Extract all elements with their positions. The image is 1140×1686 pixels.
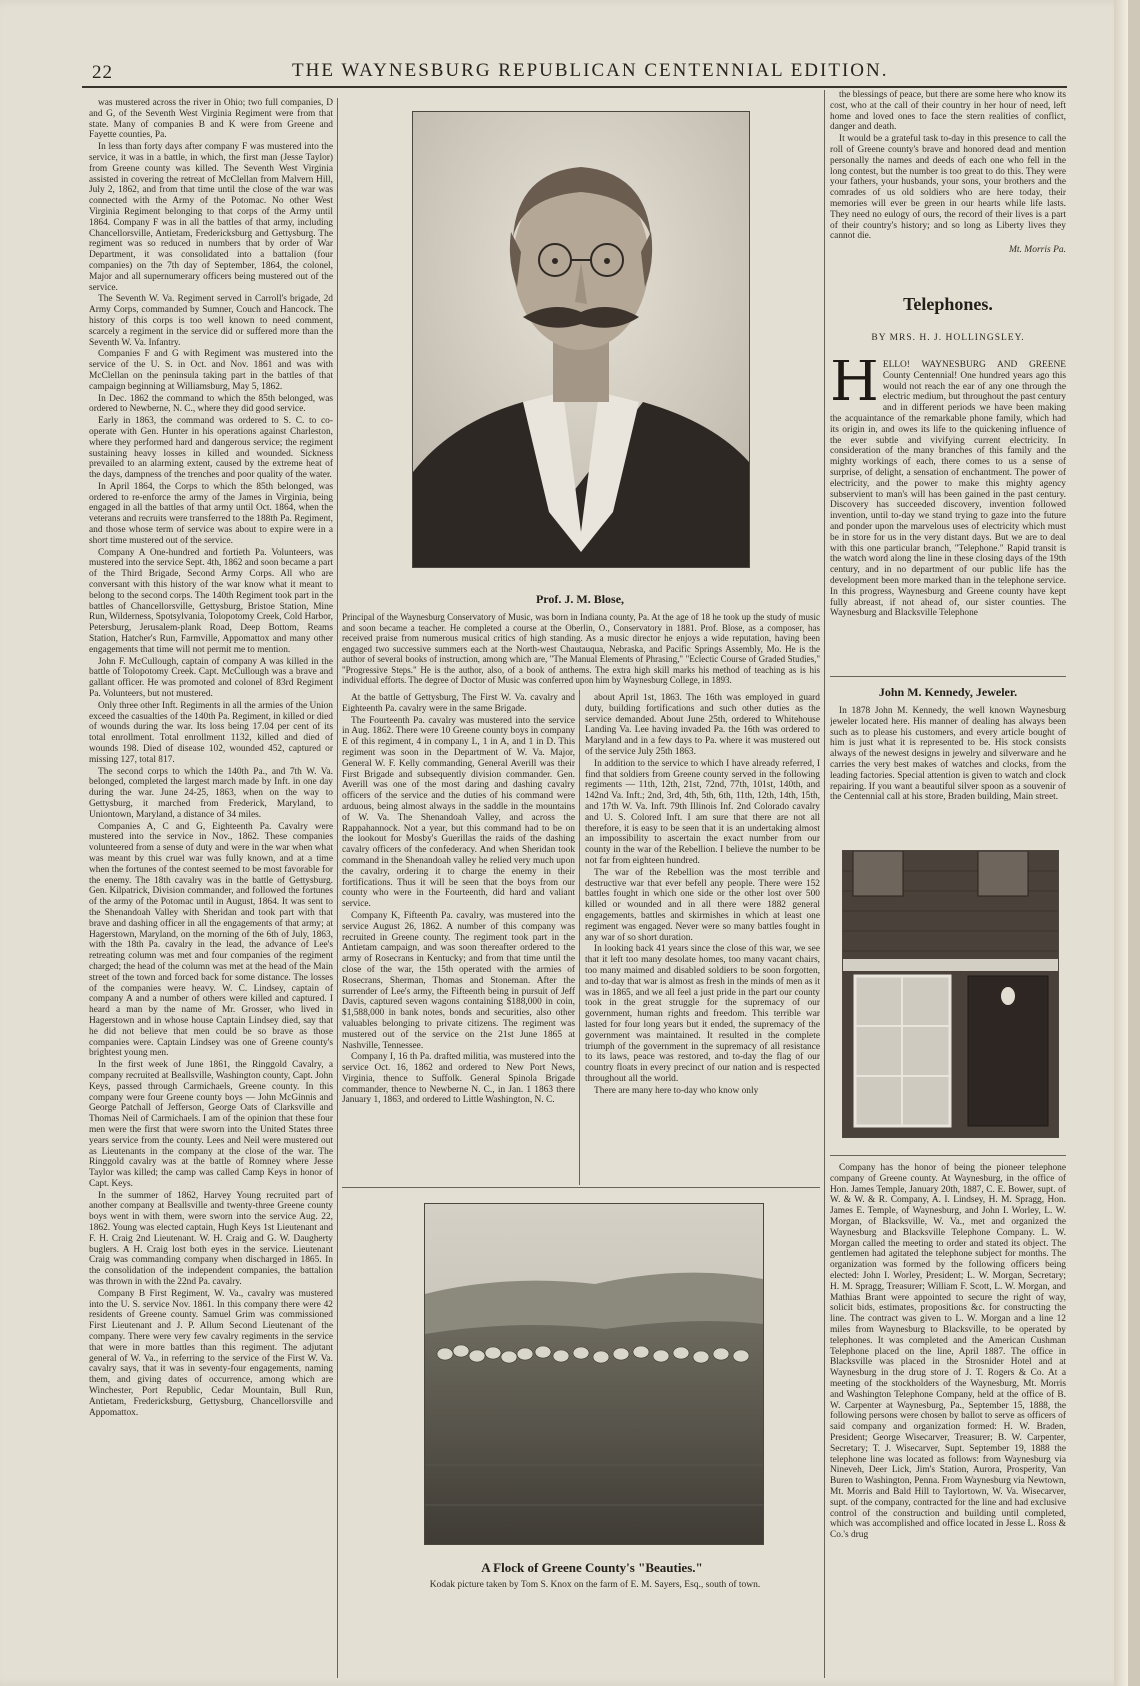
- left-paragraph: In Dec. 1862 the command to which the 85th belonged, was ordered to Newberne, N. C., where they did good service.: [89, 393, 333, 415]
- middle-paragraph: At the battle of Gettysburg, The First W. Va. cavalry and Eighteenth Pa. cavalry were in the same Brigade.: [342, 693, 575, 714]
- left-paragraph: In the summer of 1862, Harvey Young recruited part of another company at Beallsville and twenty-three Greene county boys went in with them, were sworn into the service Aug. 22, 1862. Young was elected captain, Hugh Keys 1st Lieutenant and F. H. Craig 2nd Lieutenant. W. H. Craig and G. W. Daugherty buglers. A H. Craig lost both eyes in the service. Lieutenant Craig was commanding company when discharged in 1865. In the consolidation of the independent companies, the battalion was thrown in with the 22nd Pa. cavalry.: [89, 1190, 333, 1288]
- left-paragraph: Companies A, C and G, Eighteenth Pa. Cavalry were mustered into the service in Nov., 1862. These companies volunteered from a sense of duty and were in the war when what was meant by this cruel war was fully known, and at a time when the fortunes of the contest seemed to be most favorable for the enemy. The 18th cavalry was in the battle of Gettysburg. Gen. Kilpatrick, Division commander, and followed the fortunes of the army of the Potomac until in August, 1864. It was sent to the Shenandoah Valley with Sheridan and took part with that brave and dashing officer in all the engagements of that army; at Hagerstown, Maryland, on the morning of the 6th of July, 1863, with the 18th Pa. cavalry in the lead, the advance of Lee's retreating column was met and four companies of the regiment charged; the head of the column was met at the head of the Main street of the town and forced back for some distance. The losses of the companies were heavy. W. C. Lindsey, captain of company A and a number of others were killed and captured. I heard a man by the name of Mr. Grosser, who lived in Hagerstown and in whose house Captain Lindsey died, say that he did not believe that men could be so brave as those companies were. Captain Lindsey was one of Greene county's brightest young men.: [89, 821, 333, 1059]
- left-paragraph: In April 1864, the Corps to which the 85th belonged, was ordered to re-enforce the army of the James in Virginia, being engaged in all the battles of that army until Oct. 1864, when the veterans and recruits were transferred to the 188th Pa. Regiment, and those whose term of service was about to expire were in a short time mustered out of the service.: [89, 481, 333, 546]
- left-paragraph: The Seventh W. Va. Regiment served in Carroll's brigade, 2d Army Corps, commanded by Sumner, Couch and Hancock. The history of this corps is too well known to need comment, scarcely a regiment in the service did or suffered more than the Seventh W. Va. Infantry.: [89, 294, 333, 348]
- flock-photo: [424, 1203, 764, 1545]
- flock-illustration: [425, 1204, 763, 1544]
- right-intro-paragraph: It would be a grateful task to-day in this presence to call the roll of Greene county's brave and honored dead and mention personally the names and deeds of each one who fell in the long contest, but the number is too great to do this. They were your fathers, your husbands, your sons, your brothers and the comrades of us old soldiers who are here today, their memories will ever be green in our hearts while life lasts. They need no eulogy of ours, the record of their lives is a part of their country's history; and so long as Liberty lives they cannot die.: [830, 134, 1066, 242]
- left-paragraph: Only three other Inft. Regiments in all the armies of the Union exceed the casualties of the 140th Pa. Regiment, in killed or died of wounds during the war. Its loss being 17.04 per cent of its total enrollment. Total enrollment 1132, killed and died of wounds 198. Died of disease 102, wounded 452, captured or missing 127, total 817.: [89, 700, 333, 765]
- column-rule-3: [824, 90, 825, 1678]
- center-paragraph: The war of the Rebellion was the most terrible and destructive war that ever befell any people. There were 152 battles fought in which one side or the other lost over 500 killed or wounded and in all there were 1882 general engagements, battles and skirmishes in which at least one regiment was engaged. Never were so many battles fought in any war of so short duration.: [585, 867, 820, 943]
- right-intro-paragraph: the blessings of peace, but there are some here who know its cost, who at the call of their country in her hour of need, left home and loved ones to face the stern realities of conflict, danger and death.: [830, 90, 1066, 133]
- left-paragraph: Early in 1863, the command was ordered to S. C. to co-operate with Gen. Hunter in his operations against Charleston, where they performed hard and dangerous service; the regiment sustaining heavy losses in killed and wounded. Sickness prevailed to an alarming extent, caused by the extreme heat of the days, dampness of the trenches and poor quality of the water.: [89, 416, 333, 481]
- kennedy-text: In 1878 John M. Kennedy, the well known Waynesburg jeweler located here. His manner of dealing has always been such as to please his customers, and every article bought of him is just what it is represented to be. His stock consists always of the newest designs in jewelry and silverware and he carries the very best makes of watches and clocks, from the leading factories. Special attention is given to watch and clock repairing. If you want a beautiful silver spoon as a souvenir of the Centennial call at his store, Braden building, Main street.: [830, 706, 1066, 803]
- section-rule: [342, 1187, 820, 1188]
- middle-paragraph: Company I, 16 th Pa. drafted militia, was mustered into the service Oct. 16, 1862 and ordered to New Port News, Virginia, thence to Suffolk. General Spinola Brigade commander, thence to Newberne N. C., in Jan. 1 1863 there January 1, 1863, and ordered to Little Washington, N. C.: [342, 1052, 575, 1106]
- center-paragraph: In looking back 41 years since the close of this war, we see that it left too many desolate homes, too many vacant chairs, too many maimed and disabled soldiers to be soon forgotten, and to-day that war is almost as fresh in the minds of men as it was in 1865, and we all feel a just pride in the part our county took in the great struggle for the supremacy of our government, human rights and freedom. This terrible war lasted for four long years but it ended, the supremacy of the government was maintained. It resulted in the complete triumph of the government in the supremacy of all resistance to its laws, peace was restored, and to-day the flag of our country floats in every precinct of our nation and is respected throughout all the world.: [585, 944, 820, 1084]
- page-edge: [1114, 0, 1128, 1686]
- left-paragraph: John F. McCullough, captain of company A was killed in the battle of Tolopotomy Creek. Capt. McCullough was a brave and gallant officer. He was promoted and colonel of 83rd Regiment Pa. Volunteers, but not mustered.: [89, 656, 333, 700]
- left-paragraph: Company B First Regiment, W. Va., cavalry was mustered into the U. S. service Nov. 1861. In this company there were 42 residents of Greene county. Samuel Grim was commissioned First Lieutenant and J. P. Allum Second Lieutenant of the company. There were very few cavalry regiments in the service that were in more battles than this regiment. The adjutant general of W. Va., in referring to the service of the First W. Va. cavalry says, that it was in seventy-four engagements, naming them, and giving dates of occurrence, among which are Winchester, Port Republic, Cedar Mountain, Bull Run, Antietam, Fredericksburg, Gettysburg, Chancellorsville and Appomattox.: [89, 1288, 333, 1418]
- column-rule-2: [579, 690, 580, 1185]
- portrait-photo: [412, 111, 750, 568]
- center-paragraph: In addition to the service to which I have already referred, I find that soldiers from Greene county served in the following regiments — 11th, 12th, 21st, 72nd, 77th, 101st, 140th, and 142nd Va. Inft.; 2nd, 3rd, 4th, 5th, 6th, 11th, 12th, 14th, 15th, and 17th W. Va. Inft. 79th Illinois Inf. 2nd Colorado cavalry and U. S. Colored Inft. I am sure that there are not all therefore, it is easy to be seen that it is an undertaking almost an impossibility to ascertain the exact number from our county in the war of the Rebellion. I believe the number to be not far from eighteen hundred.: [585, 758, 820, 866]
- left-paragraph: In less than forty days after company F was mustered into the service, it was in a battle, in which, the first man (Jesse Taylor) from Greene county was killed. The Seventh West Virginia assisted in covering the retreat of McClellan from Malvern Hill, July 2, 1862, and from that time until the close of the war was connected with the Army of the Potomac. No other West Virginia Regiment belonging to that corps of the Army until 1864. Company F was in all the battles of that army, including Chancellorsville, Antietam, Fredericksburg and Gettysburg. The regiment was so reduced in numbers that by order of War Department, it was consolidated into a battalion (four companies) on the 7th day of September, 1864, the colonel, Major and all supernumerary officers being mustered out of the service.: [89, 142, 333, 293]
- company-text: Company has the honor of being the pioneer telephone company of Greene county. At Waynesburg, in the office of Hon. James Temple, January 20th, 1887, C. E. Bower, supt. of W. & W. & R. Company, A. I. Lindsey, H. M. Spragg, Hon. James E. Temple, of Waynesburg, and John I. Worley, L. W. Morgan, of Blacksville, W. Va., met and organized the Waynesburg and Blacksville Telephone Company. L. W. Morgan called the meeting to order and stated its object. The gentlemen had agitated the telephone subject for months. The organization was formed by the following officers being elected: John I. Worley, President; L. W. Morgan, Secretary; H. M. Spragg, Treasurer; William F. Scott, L. W. Morgan, and Mathias Brant were appointed to secure the right of way, solicit bids, estimates, propositions &c. for constructing the line. The contract was given to L. W. Morgan and a line 12 miles from Waynesburg to Blacksville, to be operated by telephones. It was completed and the American Cushman Telephone placed on the line, April 1887. The office in Blacksville was placed in the Strosnider Hotel and at Waynesburg in the drug store of J. T. Rogers & Co. At a meeting of the stockholders of the Waynesburg, Mt. Morris and Washington Telephone Company, held at the office of B. W. Carpenter at Waynesburg, Pa., September 15, 1888, the following persons were chosen by ballot to serve as officers of said company and organization formed: H. W. Braden, President; George Wisecarver, Treasurer; B. W. Carpenter, Secretary; T. J. Wisecarver, Supt. September 19, 1888 the telephone line was located as follows: from Waynesburg via Nineveh, Deer Lick, Jim's Station, Aurora, Prosperity, Van Buren to Washington, Penna. From Waynesburg via Newtown, Mt. Morris and Bald Hill to Taylortown, W. Va. Wisecarver, supt. of the company, contracted for the line and had exclusive control of the construction and building until completed, which was accomplished and office located in Jesse L. Ross & Co.'s drug: [830, 1163, 1066, 1541]
- left-paragraph: The second corps to which the 140th Pa., and 7th W. Va. belonged, completed the largest march made by Inft. in one day during the war. June 24-25, 1863, when on the way to Gettysburg, it marched from Frederick, Maryland, to Uniontown, Maryland, a distance of 34 miles.: [89, 766, 333, 820]
- center-article-column: [585, 693, 820, 1183]
- right-rule-1: [830, 676, 1066, 677]
- flock-caption-sub: Kodak picture taken by Tom S. Knox on the farm of E. M. Sayers, Esq., south of town.: [429, 1580, 761, 1590]
- intro-signoff: Mt. Morris Pa.: [1009, 245, 1066, 256]
- left-paragraph: Companies F and G with Regiment was mustered into the service of the U. S. in Oct. and Nov. 1861 and was with McClellan on the peninsula taking part in the battles of that campaign beginning at Williamsburg, May 5, 1862.: [89, 349, 333, 392]
- left-paragraph: Company A One-hundred and fortieth Pa. Volunteers, was mustered into the service Sept. 4th, 1862 and soon became a part of the Third Brigade, Second Army Corps. All who are conversant with this history of the war know what it meant to belong to the second corps. The 140th Regiment took part in the battles of Chancellorsville, Gettysburg, Bristoe Station, Mine Run, Wilderness, Spotsylvania, Tolopotomy Creek, Cold Harbor, Petersburg, Jerusalem-plank Road, Deep Bottom, Reams Station, Hatcher's Run, Farmville, Appomattox and many other engagements that time will not permit me to mention.: [89, 547, 333, 655]
- storefront-illustration: [843, 851, 1058, 1137]
- flock-caption-title: A Flock of Greene County's "Beauties.": [481, 1560, 703, 1575]
- right-rule-2: [830, 1155, 1066, 1156]
- right-intro-column: [830, 90, 1066, 280]
- telephones-article: [830, 360, 1066, 670]
- portrait-illustration: [413, 112, 749, 567]
- left-paragraph: was mustered across the river in Ohio; two full companies, D and G, of the Seventh West Virginia Regiment were from that state. Many of companies B and K were from Greene and Fayette counties, Pa.: [89, 98, 333, 141]
- center-paragraph: There are many here to-day who know only: [594, 1085, 759, 1096]
- middle-paragraph: Company K, Fifteenth Pa. cavalry, was mustered into the service August 26, 1862. A number of this company was recruited in Greene county. The regiment took part in the Antietam campaign, and was soon thereafter ordered to the army of Rosecrans in Kentucky; and from that time until the close of the war, the 15th operated with the armies of Rosecrans, Sherman, Thomas and Stoneman. After the surrender of Lee's army, the Fifteenth being in pursuit of Jeff Davis, captured seven wagons containing $188,000 in coin, $1,588,000 in bank notes, bonds and securities, also other valuables belonging to private citizens. The regiment was mustered out of the service on the 21st June 1865 at Nashville, Tennessee.: [342, 910, 575, 1051]
- portrait-caption-text: Principal of the Waynesburg Conservatory of Music, was born in Indiana county, Pa. At the age of 18 he took up the study of music and soon became a teacher. He completed a course at the Oberlin, O., Conservatory in 1881. Prof. Blose, as a composer, has received praise from numerous musical critics of high standing. As a music director he enjoys a wide reputation, having been engaged two successive summers each at the North-west Chautauqua, Nebraska, and Pacific Springs Assembly, Mo. He is the author of several books of instruction, among which are, "The Manual Elements of Phrasing," "Eclectic Course of Graded Studies," "Progressive Steps." He is the author, also, of a book of anthems. The extra high skill marks his method of teaching as is his individual efforts. The degree of Doctor of Music was conferred upon him by Waynesburg College, in 1893.: [342, 612, 820, 685]
- page-number: 22: [92, 62, 113, 83]
- center-paragraph: about April 1st, 1863. The 16th was employed in guard duty, building fortifications and such other duties as the service demanded. About June 25th, ordered to Whitehouse Landing Va. Lee having invaded Pa. the 16th was ordered to Maryland and in a few days to Pa. where it was mustered out of the service July 25th 1863.: [585, 693, 820, 757]
- kennedy-headline: John M. Kennedy, Jeweler.: [878, 685, 1018, 699]
- telephones-headline: Telephones.: [903, 294, 993, 314]
- left-article-column: [89, 98, 333, 1678]
- newspaper-title: THE WAYNESBURG REPUBLICAN CENTENNIAL EDITION.: [292, 60, 889, 81]
- telephones-byline: BY MRS. H. J. HOLLINGSLEY.: [871, 333, 1025, 343]
- left-paragraph: In the first week of June 1861, the Ringgold Cavalry, a company recruited at Beallsville, Washington county, Capt. John Keys, passed through Carmichaels, Greene county. In this company were four Greene county boys — John McGinnis and George Patchall of Jefferson, George Oats of Clarksville and Thomas Neil of Carmichaels. I am of the opinion that these four men were the first that were sworn into the United States three years service from the county. Lees and Neil were mustered out as Lieutenants in the company at the close of the war. The Ringgold cavalry was at the battle of Romney where Jesse Taylor was killed; the camp was called Camp Keys in honor of Capt. Keys.: [89, 1060, 333, 1189]
- telephone-company-continued: [830, 1163, 1066, 1678]
- telephones-dropcap: H: [830, 360, 879, 414]
- middle-paragraph: The Fourteenth Pa. cavalry was mustered into the service in Aug. 1862. There were 10 Greene county boys in company E of this regiment, 4 in company L, 1 in A, and 1 in D. This regiment was soon in the Department of W. Va. Major, General W. F. Kelly commanding, General Averill was their First Brigade and subsequently division commander. Gen. Averill was one of the most daring and dashing cavalry officers of the service and the duties of his command were arduous, being almost always in the saddle in the mountains of W. Va. The Shenandoah Valley, and across the Rappahannock. Not a year, but this command had to be on the lookout for Mosby's Guerillas the raids of the dashing cavalry officers of the confederacy. And when Sheridan took command in the Shenandoah valley he relied very much upon the cavalry, ordering it to charge the enemy in their fortifications. Thus it will be seen that the boys from our county who were in the Fourteenth, did hard and valiant service.: [342, 715, 575, 910]
- middle-article-column: [342, 693, 575, 1183]
- storefront-photo: [842, 850, 1059, 1138]
- kennedy-article: [830, 706, 1066, 836]
- telephones-text: ELLO! WAYNESBURG AND GREENE County Centennial! One hundred years ago this would not reach the ear of any one through the electric medium, but throughout the past century and in different periods we have been making the acquaintance of the remarkable phone family, which had its origin in, and owes its life to the quickening influence of the ever subtle and vivifying current electricity. In consideration of the many branches of this family and the mighty workings of each, there comes to us a sense of surprise, of delight, a sensation of enchantment. The power of electricity, and the power to make this mighty agency subservient to man's will has been gained in the past century. Discovery has succeeded discovery, invention followed invention, until to-day we stand trying to gaze into the future and ponder upon the marvelous uses of electricity which must be in store for us in the very distant days. But we are to deal with this one particular branch, "Telephone." Rapid transit is the watch word along the line in these closing days of the 19th century, and in no department of our public life has the development been more marked than in the telephone service. In this progress, Waynesburg and Greene county have kept fully abreast, if not ahead of, our sister counties. The Waynesburg and Blacksville Telephone: [830, 360, 1066, 619]
- column-rule-1: [337, 98, 338, 1678]
- portrait-caption-title: Prof. J. M. Blose,: [535, 592, 625, 606]
- running-head: [82, 56, 1067, 88]
